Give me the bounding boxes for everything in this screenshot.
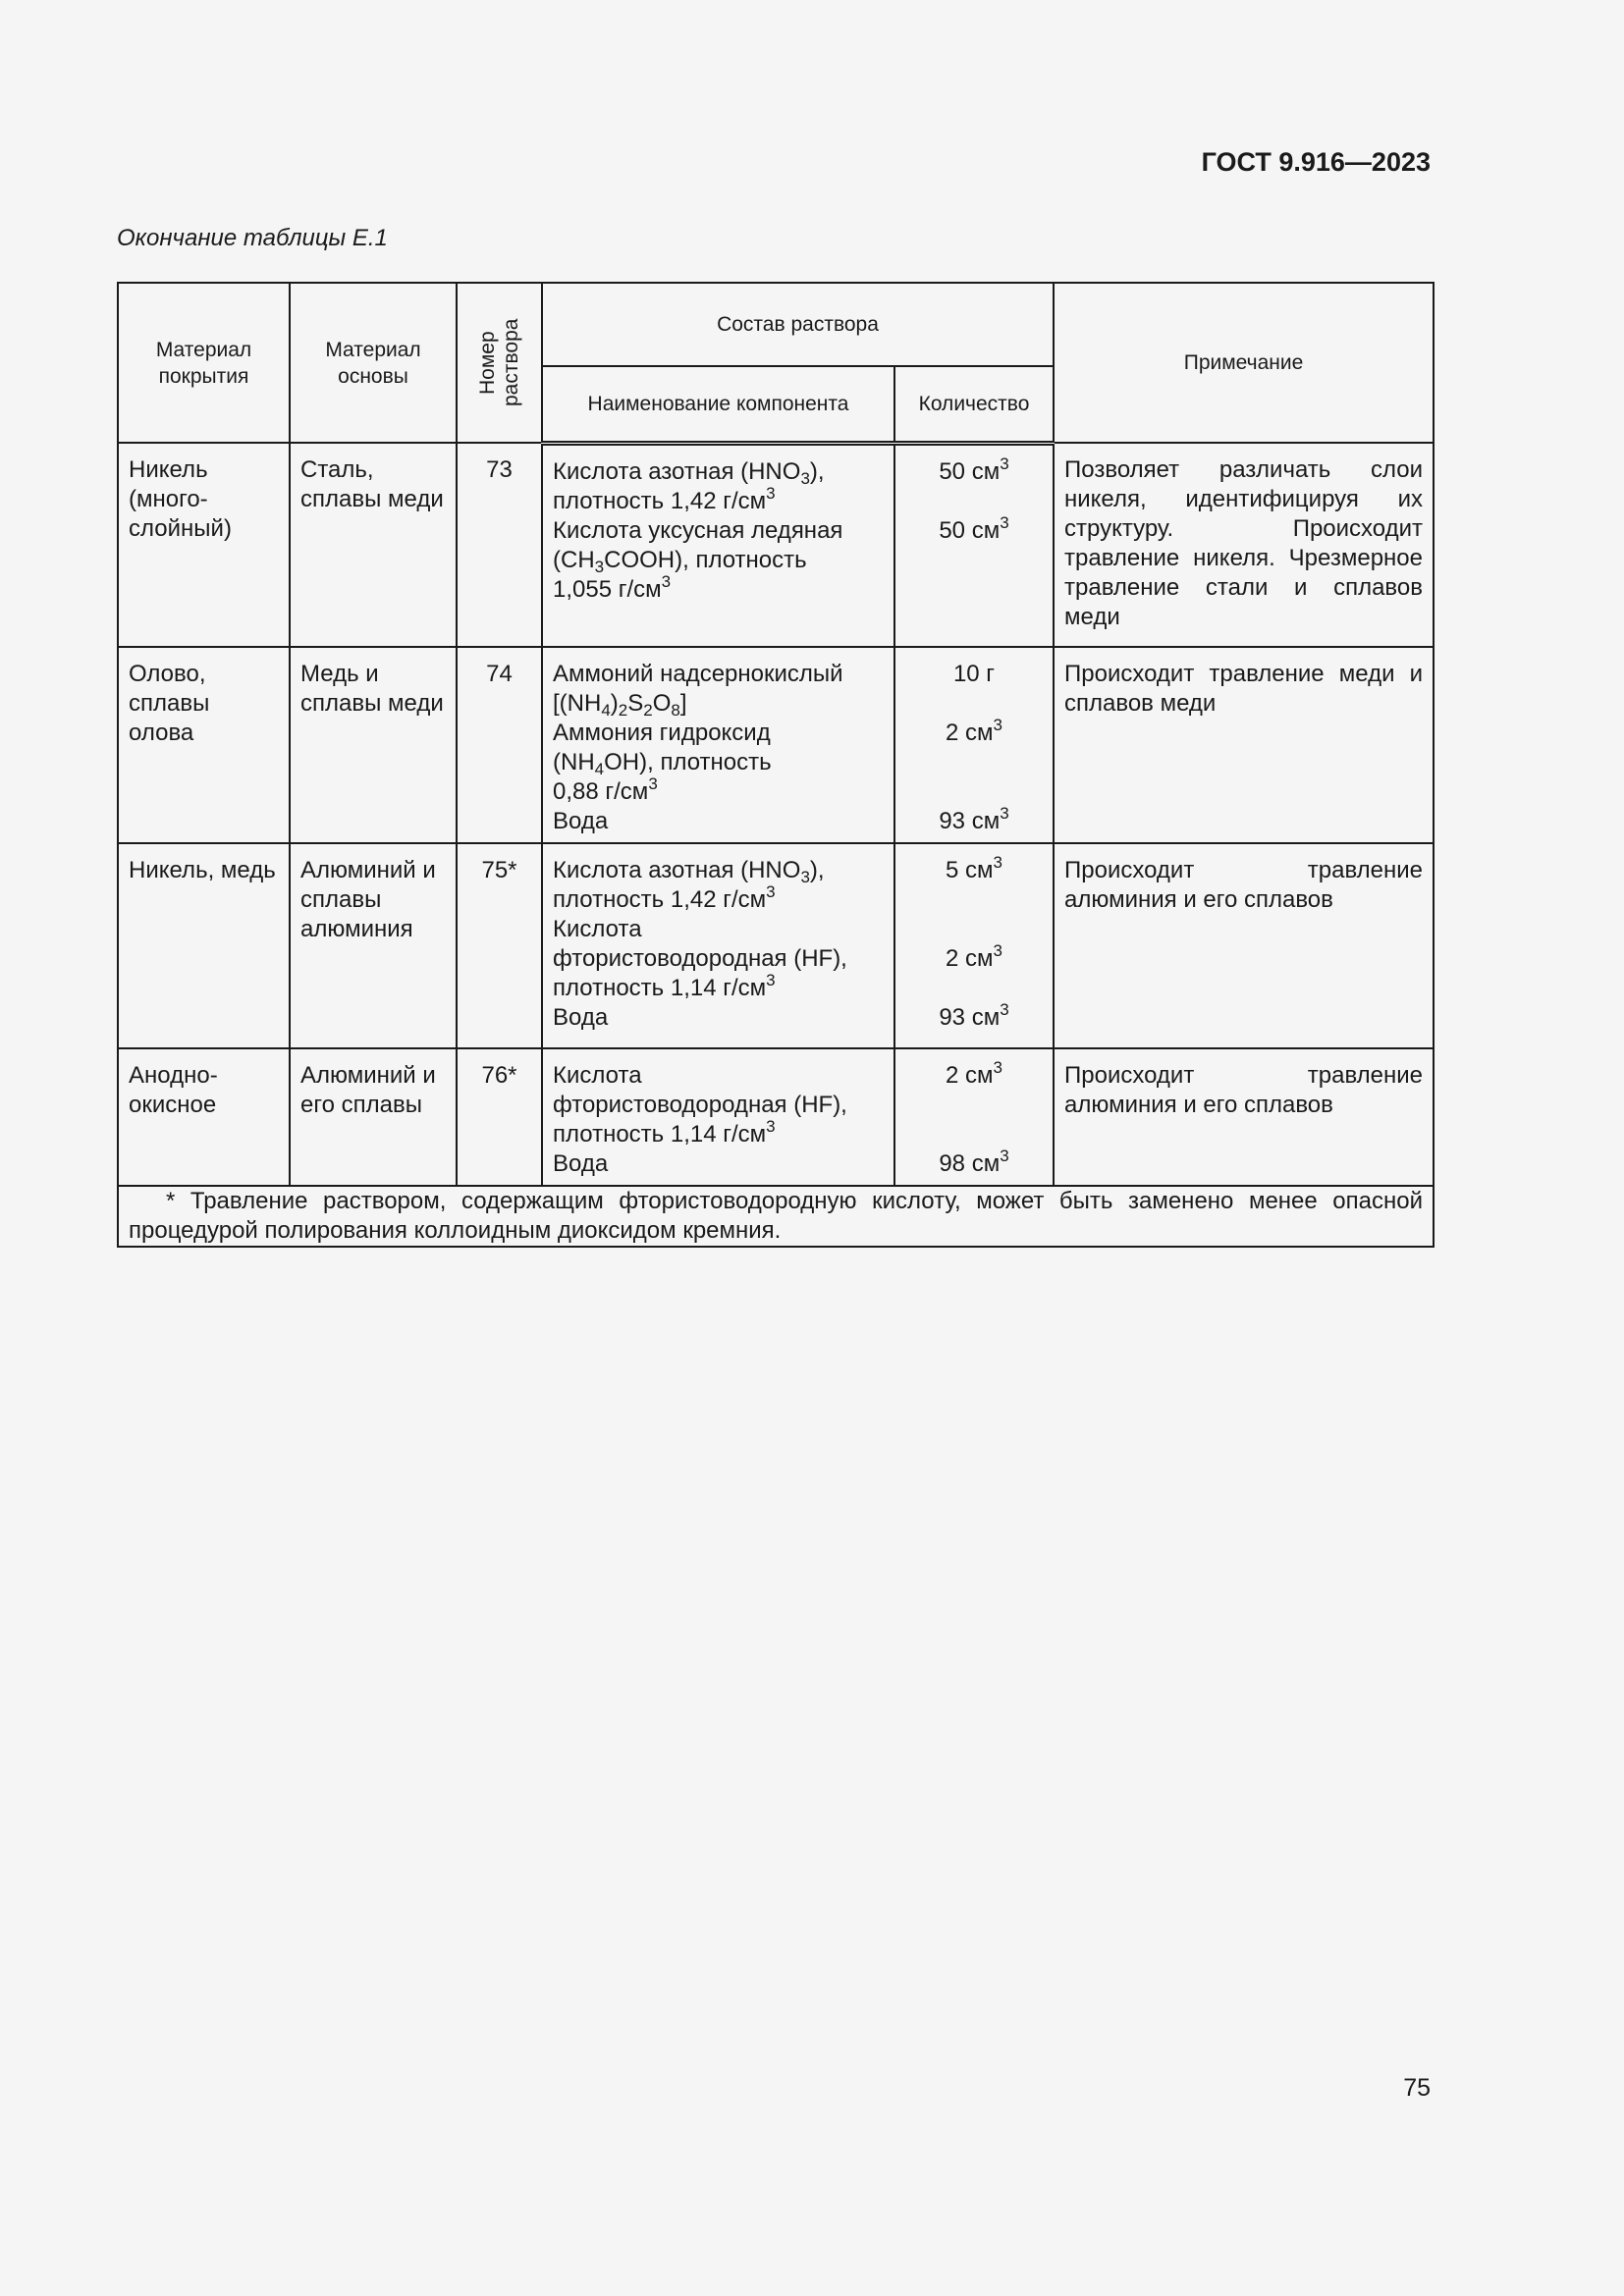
cell-number: 76* — [457, 1048, 542, 1186]
cell-quantity: 2 $см^3$ 98 $см^3$ — [894, 1048, 1054, 1186]
table-footnote: * Травление раствором, содержащим фтористоводородную кислоту, может быть заменено менее опасной процедурой полирования коллоидным диоксидом кремния. — [118, 1186, 1434, 1247]
cell-quantity: 10 г 2 $см^3$ 93 $см^3$ — [894, 647, 1054, 843]
cell-coating: Никель, медь — [118, 843, 290, 1048]
table-caption: Окончание таблицы Е.1 — [117, 225, 388, 251]
cell-number: 75* — [457, 843, 542, 1048]
cell-note: Происходит травление алюминия и его сплавов — [1054, 843, 1434, 1048]
cell-coating: Олово, сплавы олова — [118, 647, 290, 843]
footnote-row — [118, 1186, 1434, 1247]
header-base: Материал основы — [290, 283, 457, 443]
table-row — [118, 443, 1434, 647]
cell-base: Медь и сплавы меди — [290, 647, 457, 843]
etching-solutions-table — [117, 282, 1435, 1248]
header-number-label: Номер раствора — [475, 318, 522, 407]
table-header-row — [118, 283, 1434, 366]
cell-note: Происходит травление меди и сплавов меди — [1054, 647, 1434, 843]
cell-components: Аммоний надсернокислый $[(NH_4)_2S_2O_8]$ Аммония гидроксид $(NH_4OH)$, плотность 0,88 $г/см^3$ Вода — [542, 647, 894, 843]
cell-quantity: 5 $см^3$ 2 $см^3$ 93 $см^3$ — [894, 843, 1054, 1048]
page-number: 75 — [1403, 2074, 1431, 2102]
cell-coating: Анодно-окисное — [118, 1048, 290, 1186]
header-composition: Состав раствора — [542, 283, 1054, 366]
cell-note: Позволяет различать слои никеля, идентифицируя их структуру. Происходит травление никеля. Чрезмерное травление стали и сплавов меди — [1054, 443, 1434, 647]
table-row — [118, 1048, 1434, 1186]
document-code: ГОСТ 9.916—2023 — [1201, 147, 1431, 177]
cell-components: Кислота азотная $(HNO_3)$, плотность 1,42 $г/см^3$ Кислота уксусная ледяная $(CH_3COOH)$, плотность 1,055 $г/см^3$ — [542, 443, 894, 647]
table-row — [118, 843, 1434, 1048]
cell-note: Происходит травление алюминия и его сплавов — [1054, 1048, 1434, 1186]
header-coating: Материал покрытия — [118, 283, 290, 443]
header-number — [457, 283, 542, 443]
cell-base: Алюминий и сплавы алюминия — [290, 843, 457, 1048]
header-quantity: Количество — [894, 366, 1054, 443]
cell-number: 73 — [457, 443, 542, 647]
cell-base: Алюминий и его сплавы — [290, 1048, 457, 1186]
cell-components: Кислота азотная $(HNO_3)$, плотность 1,42 $г/см^3$ Кислота фтористоводородная (HF), плотность 1,14 $г/см^3$ Вода — [542, 843, 894, 1048]
header-component-name: Наименование компонента — [542, 366, 894, 443]
cell-number: 74 — [457, 647, 542, 843]
cell-base: Сталь, сплавы меди — [290, 443, 457, 647]
cell-coating: Никель (много-слойный) — [118, 443, 290, 647]
table-row — [118, 647, 1434, 843]
header-note: Примечание — [1054, 283, 1434, 443]
cell-quantity: 50 $см^3$ 50 $см^3$ — [894, 443, 1054, 647]
cell-components: Кислота фтористоводородная (HF), плотность 1,14 $г/см^3$ Вода — [542, 1048, 894, 1186]
